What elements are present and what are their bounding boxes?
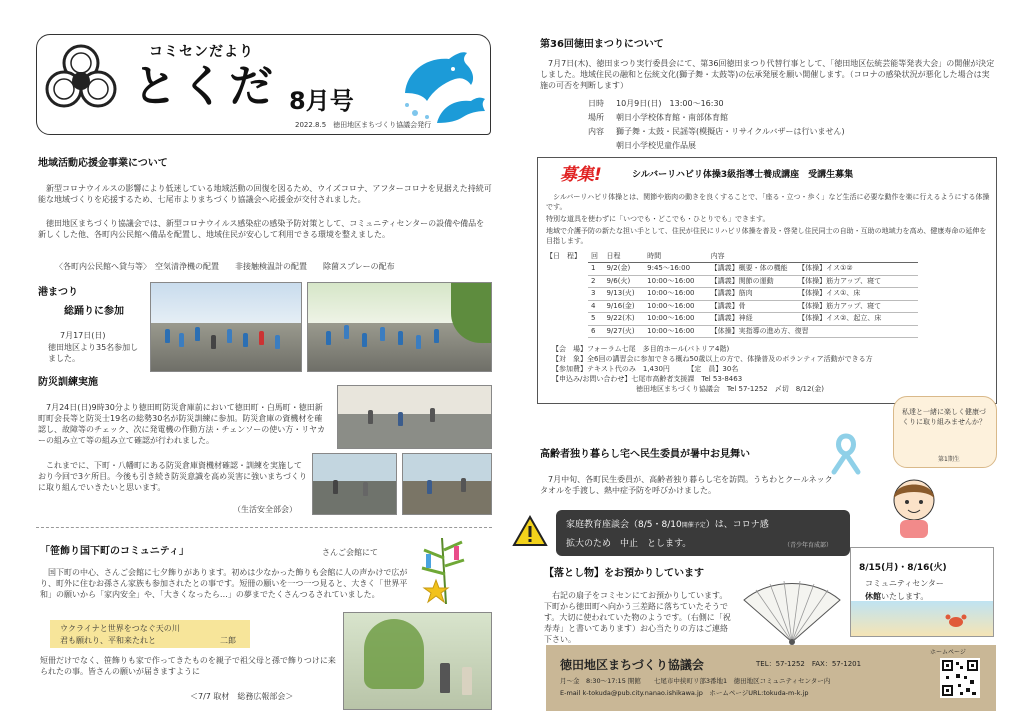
bousai-heading: 防災訓練実施 <box>38 377 98 388</box>
recruit-paragraph-3: 地域で介護予防の新たな担い手として、住民が住民にリハビリ体操を普及・啓発し住民同士の自助・互助の地域力を高め、健康寿命の延伸を目指します。 <box>546 227 987 245</box>
holiday-text-2: 休館いたします。 <box>865 592 929 601</box>
info-line: 【会 場】フォーラム七尾 多目的ホール(パトリア4階) <box>552 345 730 353</box>
lost-item-heading: 【落とし物】をお預かりしています <box>544 568 704 579</box>
issue-label: 8月号 <box>289 87 354 115</box>
festival-photo-2 <box>307 282 492 372</box>
footer-contact: E-mail k-tokuda@pub.city.nanao.ishikawa.jp ホームページURL:tokuda-m-k.jp <box>560 689 809 697</box>
character-illustration <box>878 470 950 540</box>
detail-key: 内容 <box>588 127 604 136</box>
notice-box <box>556 510 850 556</box>
col-header: 内容 <box>708 251 918 263</box>
minsei-paragraph: 7月中旬、各町民生委員が、高齢者独り暮らし宅を訪問。うちわとクールネックタオルを手渡し、熱中症予防を呼びかけました。 <box>540 475 833 495</box>
warning-icon <box>512 515 548 547</box>
footer-org: 徳田地区まちづくり協議会 <box>560 658 704 672</box>
sasa-heading: 「笹飾り国下町のコミュニティ」 <box>40 546 189 557</box>
bubble-sub: 第1期生 <box>938 456 960 463</box>
bubble-text: 私達と一緒に楽しく健康づくりに取り組みませんか？ <box>902 408 986 426</box>
info-line: 徳田地区まちづくり協議会 Tel 57-1252 〆切 8/12(金) <box>552 385 824 393</box>
matsuri-details <box>588 98 988 154</box>
detail-value: 10月9日(日) 13:00～16:30 <box>616 99 724 108</box>
holiday-box <box>850 547 994 637</box>
drill-photo-2 <box>312 453 397 515</box>
detail-key: 場所 <box>588 113 604 122</box>
ribbon-icon <box>826 432 866 476</box>
matsuri-paragraph: 7月7日(木)、徳田まつり実行委員会にて、第36回徳田まつり代替行事として、「徳田地区伝統芸能等発表大会」の開催が決定しました。地域住民の融和と伝統文化(獅子舞・太鼓等)の伝承発展を願い開催します。（コロナの感染状況が悪化した場合は実施の可否を判断します） <box>540 59 995 90</box>
footer-hours: 月～金 8:30～17:15 開館 七尾市中挟町リ部3番地1 徳田地区コミュニティセンター内 <box>560 677 831 685</box>
drill-photo-3 <box>402 453 492 515</box>
qr-code[interactable] <box>940 658 980 698</box>
speech-bubble <box>893 396 997 468</box>
crest-logo <box>43 41 119 117</box>
recruit-box <box>537 157 997 404</box>
footer-tel: TEL：57-1252 FAX：57-1201 <box>756 660 862 668</box>
sasa-credit: ＜7/7 取材 総務広報部会＞ <box>190 692 294 701</box>
grant-paragraph-1: 新型コロナウイルスの影響により低迷している地域活動の回復を図るため、ウイズコロナ、アフターコロナを見据えた持続可能な地域づくりを応援するため、七尾市よりまちづくり協議会へ応援金が交付されました。 <box>38 184 492 204</box>
bousai-paragraph-2: これまでに、下町・八幡町にある防災倉庫資機材確認・訓練を実施しており今回で3ケ所目。今後も引き続き防災意識を高め災害に強いまちづくりに取り組んでいきたいと思います。 <box>38 461 308 492</box>
grant-heading: 地域活動応援金事業について <box>38 158 168 169</box>
divider <box>36 527 492 528</box>
quote-line-2: 君も願れり、平和来たれと <box>60 636 156 645</box>
schedule-table <box>588 251 918 338</box>
recruit-heading: シルバーリハビリ体操3級指導士養成講座 受講生募集 <box>632 170 854 180</box>
notice-credit: （青少年育成部） <box>784 542 833 549</box>
table-row: 1 9/2(金) 9:45～16:00 【講義】概要・体の機能 【体操】イス①② <box>588 263 918 275</box>
masthead-title: とくだ <box>133 61 277 112</box>
bousai-credit: （生活安全部会） <box>233 505 297 514</box>
col-header: 日程 <box>603 251 644 263</box>
sasa-paragraph-2: 短冊だけでなく、笹飾りも家で作ってきたものを親子で祖父母と孫で飾りつけに来られたの事。皆さんの願いが届きますように <box>40 656 336 676</box>
info-line: 【対 象】全6回の講習会に参加できる概ね50歳以上の方で、体操普及のボランティア活動ができる方 <box>552 355 873 363</box>
matsuri-heading: 第36回徳田まつりについて <box>540 39 664 50</box>
detail-key: 日時 <box>588 99 604 108</box>
minato-date: 7月17日(日) <box>60 331 106 340</box>
holiday-dates: 8/15(月)・8/16(火) <box>859 563 947 573</box>
quote-author: 二郎 <box>220 636 236 645</box>
table-row: 3 9/13(火) 10:00～16:00 【講義】筋肉 【体操】イス①、床 <box>588 288 918 300</box>
footer-box <box>546 645 996 711</box>
holiday-text-1: コミュニティセンター <box>865 579 944 588</box>
folding-fan-icon <box>740 580 844 646</box>
recruit-paragraph-1: シルバーリハビリ体操とは、関節や筋肉の動きを良くすることで、「座る・立つ・歩く」など生活に必要な動作を楽に行えるようにする体操です。 <box>546 193 990 211</box>
table-row: 2 9/6(火) 10:00～16:00 【講義】関節の運動 【体操】筋力アップ、寝て <box>588 275 918 287</box>
grant-items: 〈各町内公民館へ貸与等〉 空気清浄機の配置 非接触検温計の配置 除菌スプレーの配布 <box>55 262 395 271</box>
detail-value: 朝日小学校児童作品展 <box>616 141 696 150</box>
col-header: 回 <box>588 251 603 263</box>
masthead-subtitle: コミセンだより <box>149 44 254 60</box>
notice-line-1: 家庭教育座談会（8/5・8/10開催予定）は、コロナ感 <box>566 520 769 530</box>
crab-icon <box>945 612 967 628</box>
homepage-label: ホームページ <box>930 649 966 656</box>
sasa-quote-box <box>50 620 250 648</box>
sasa-paragraph-1: 国下町の中心、さんご会館に七夕飾りがあります。初めは少なかった飾りも会館に人の声かけで広がり、町外に住むお孫さん家族も参加されたとの事です。短冊の願いを一つ一つ見ると、大きく「世界平和」の願いから「家内安全」や、「大きくなったら…」の夢までたくさんつるされていました。 <box>40 568 408 599</box>
publisher: 2022.8.5 徳田地区まちづくり協議会発行 <box>295 121 432 129</box>
grant-paragraph-2: 徳田地区まちづくり協議会では、新型コロナウイルス感染症の感染予防対策として、コミュニティセンターの設備や備品を新しくした他、各町内公民館へ備品を配置し、地域住民が安心して利用できる環境を整えました。 <box>38 219 485 239</box>
col-header: 時間 <box>644 251 708 263</box>
minato-subheading: 総踊りに参加 <box>64 306 124 317</box>
tanabata-icon <box>412 536 474 606</box>
table-row: 6 9/27(火) 10:00～16:00 【体操】実指導の進め方、復習 <box>588 325 918 337</box>
detail-value: 獅子舞・太鼓・民謡等(模擬店・リサイクルバザーは行いません) <box>616 127 845 136</box>
schedule-label: 【日 程】 <box>546 252 581 260</box>
minato-text: 徳田地区より35名参加しました。 <box>48 343 139 363</box>
table-row: 5 9/22(木) 10:00～16:00 【講義】神経 【体操】イス②、起立、床 <box>588 313 918 325</box>
lost-item-paragraph: 右記の扇子をコミセンにてお預かりしています。下町から徳田町へ向かう三差路に落ちていたそうです。大切に使われていた物のようです。（右側に「祝寿寿」と書いてあります）お心当たりの方はご連絡下さい。 <box>544 591 731 644</box>
quote-line-1: ウクライナと世界をつなぐ天の川 <box>60 624 180 633</box>
minsei-heading: 高齢者独り暮らし宅へ民生委員が暑中お見舞い <box>540 449 750 460</box>
masthead <box>36 34 491 135</box>
minato-heading: 港まつり <box>38 287 78 298</box>
festival-photo-1 <box>150 282 302 372</box>
recruit-badge: 募集! <box>560 165 602 185</box>
table-row: 4 9/16(金) 10:00～16:00 【講義】骨 【体操】筋力アップ、寝て <box>588 300 918 312</box>
detail-value: 朝日小学校体育館・南部体育館 <box>616 113 728 122</box>
sasa-source: さんご会館にて <box>322 548 378 557</box>
drill-photo-1 <box>337 385 492 449</box>
sasa-photo <box>343 612 492 710</box>
recruit-paragraph-2: 特別な道具を使わずに「いつでも・どこでも・ひとりでも」できます。 <box>546 215 770 223</box>
bousai-paragraph-1: 7月24日(日)9時30分より徳田町防災倉庫前において徳田町・白馬町・徳田新町町会長等と防災士19名の総勢30名が防災訓練に参加。防災倉庫の資機材を確認し、故障等のチェック、次に発電機の作動方法・チェンソーの使い方・リヤカーの組み立て等の組み立て確認が行われました。 <box>38 403 326 445</box>
info-line: 【申込み/お問い合わせ】七尾市高齢者支援課 Tel 53-8463 <box>552 375 743 383</box>
info-line: 【参加費】テキスト代のみ 1,430円 【定 員】30名 <box>552 365 739 373</box>
dolphin-illustration <box>397 45 489 131</box>
notice-line-2: 拡大のため 中止 とします。 <box>566 539 692 549</box>
recruit-info <box>552 344 992 394</box>
